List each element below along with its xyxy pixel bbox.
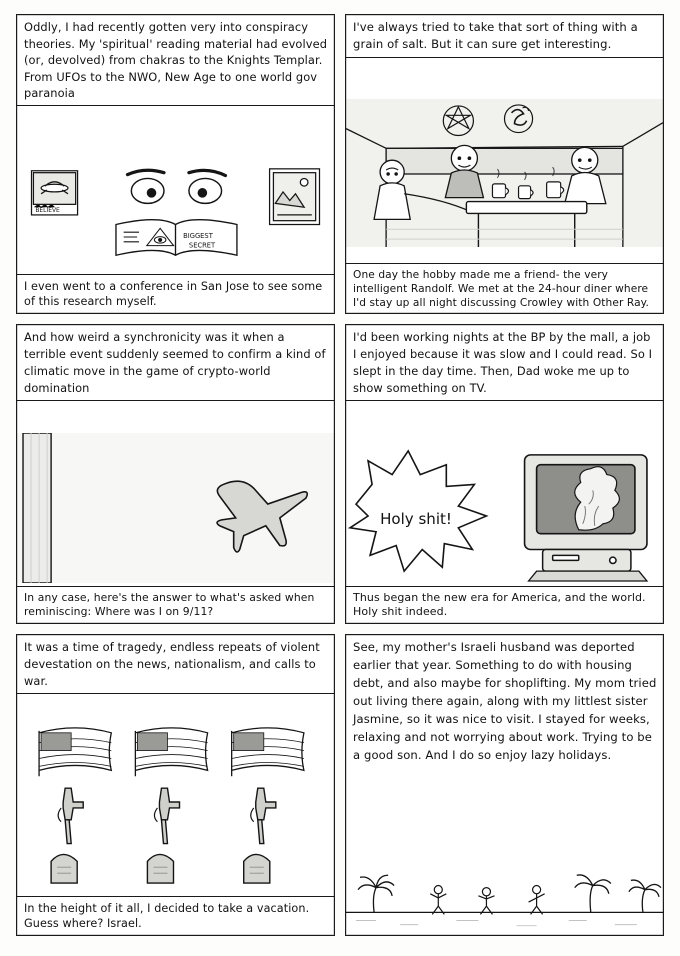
panel-1-caption-bottom: I even went to a conference in San Jose to see some of this research myself. bbox=[17, 274, 334, 313]
panel-5-caption-bottom: In the height of it all, I decided to take a vacation. Guess where? Israel. bbox=[17, 896, 334, 935]
panel-4-artwork bbox=[346, 445, 663, 583]
comic-panel-2 bbox=[345, 14, 664, 314]
poster-label-believe: BELIEVE bbox=[35, 207, 60, 215]
panel-3-caption-top: And how weird a synchronicity was it when a terrible event suddenly seemed to confirm a kind of climatic move in the game of crypto-world domination bbox=[17, 325, 334, 401]
panel-5-caption-top: It was a time of tragedy, endless repeats of violent devestation on the news, nationalism, and calls to war. bbox=[17, 635, 334, 694]
panel-2-artwork bbox=[346, 99, 663, 247]
panel-6-artwork bbox=[346, 867, 663, 935]
comic-panel-1 bbox=[16, 14, 335, 314]
panel-5-artwork bbox=[17, 717, 334, 887]
panel-6-drawing bbox=[346, 867, 663, 935]
comic-panel-4 bbox=[345, 324, 664, 624]
comic-panel-3 bbox=[16, 324, 335, 624]
panel-2-drawing bbox=[346, 99, 663, 247]
panel-3-drawing bbox=[17, 433, 334, 583]
panel-1-artwork bbox=[17, 165, 334, 261]
panel-4-caption-top: I'd been working nights at the BP by the mall, a job I enjoyed because it was slow and I could read. So I slept in the day time. Then, Dad woke me up to show something on TV. bbox=[346, 325, 663, 401]
panel-1-drawing bbox=[17, 165, 334, 261]
speech-bubble-text: Holy shit! bbox=[380, 509, 452, 528]
panel-3-caption-bottom: In any case, here's the answer to what's asked when reminiscing: Where was I on 9/11? bbox=[17, 586, 334, 623]
panel-2-caption-top: I've always tried to take that sort of thing with a grain of salt. But it can sure get interesting. bbox=[346, 15, 663, 58]
book-label-secret: SECRET bbox=[188, 241, 216, 250]
book-label-biggest: BIGGEST bbox=[183, 231, 213, 240]
panel-1-caption-top: Oddly, I had recently gotten very into conspiracy theories. My 'spiritual' reading material had evolved (or, devolved) from chakras to the Knights Templar. From UFOs to the NWO, New Age to one world gov paranoia bbox=[17, 15, 334, 106]
panel-5-drawing bbox=[17, 717, 334, 887]
panel-2-caption-bottom: One day the hobby made me a friend- the very intelligent Randolf. We met at the 24-hour diner where I'd stay up all night discussing Crowley with Other Ray. bbox=[346, 263, 663, 313]
panel-6-caption-top: See, my mother's Israeli husband was deported earlier that year. Something to do with housing debt, and also maybe for shoplifting. My mom tried out living there again, along with my littlest sister Jasmine, so it was nice to visit. I stayed for weeks, relaxing and not worrying about work. Trying to be a good son. And I do so enjoy lazy holidays. bbox=[346, 635, 663, 863]
panel-3-artwork bbox=[17, 433, 334, 583]
panel-4-caption-bottom: Thus began the new era for America, and the world. Holy shit indeed. bbox=[346, 586, 663, 623]
comic-panel-grid bbox=[16, 14, 664, 942]
comic-panel-6 bbox=[345, 634, 664, 936]
panel-4-drawing bbox=[346, 445, 663, 583]
comic-panel-5 bbox=[16, 634, 335, 936]
